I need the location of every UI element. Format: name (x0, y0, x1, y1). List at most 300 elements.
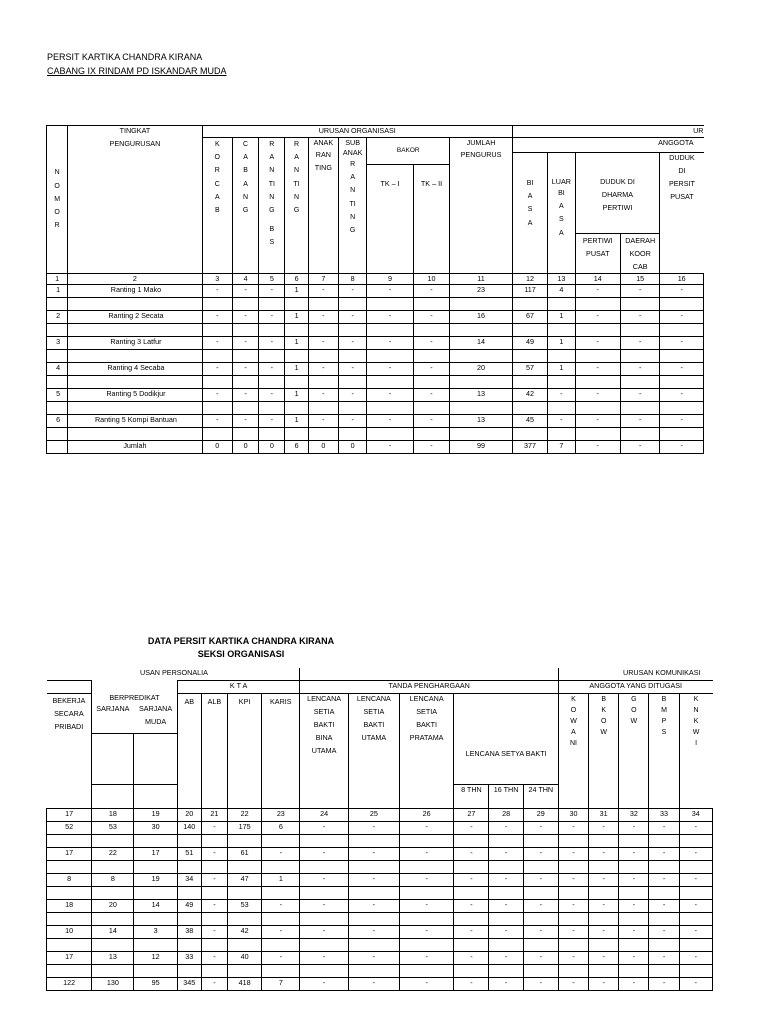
table-row (47, 951, 713, 964)
spacer-row (47, 834, 713, 847)
empty-cell (201, 938, 227, 951)
table-cell: - (619, 847, 649, 860)
table-cell: - (619, 821, 649, 834)
empty-cell (177, 886, 201, 899)
empty-cell (262, 938, 300, 951)
table-cell: - (367, 389, 413, 402)
empty-cell (660, 298, 704, 311)
empty-cell (201, 886, 227, 899)
table-cell: - (575, 311, 620, 324)
table-cell: 42 (227, 925, 261, 938)
empty-cell (177, 964, 201, 977)
empty-cell (227, 964, 261, 977)
lencana-bina-utama-header (300, 693, 348, 808)
empty-cell (454, 964, 489, 977)
empty-cell (134, 938, 177, 951)
empty-cell (454, 886, 489, 899)
table-cell: 51 (177, 847, 201, 860)
empty-cell (558, 964, 588, 977)
table-cell: - (523, 821, 558, 834)
sarjana-header: SARJANA (92, 733, 134, 784)
empty-cell (620, 402, 659, 415)
8-thn-header: 8 THN (454, 784, 489, 808)
header-text-line: SETIA (363, 706, 385, 716)
table-cell: 20 (450, 363, 513, 376)
empty-cell (177, 912, 201, 925)
table-cell: - (575, 363, 620, 376)
empty-cell (92, 860, 134, 873)
empty-cell (413, 298, 449, 311)
table-cell: - (339, 389, 367, 402)
duduk-persit-pusat-header: DUDUK DI PERSIT PUSAT (660, 153, 704, 234)
table-cell: - (413, 311, 449, 324)
table-cell: 49 (177, 899, 201, 912)
empty-cell (489, 938, 523, 951)
empty-cell (308, 350, 338, 363)
empty-cell (367, 428, 413, 441)
empty-cell (523, 938, 558, 951)
table-cell: - (367, 441, 413, 454)
empty-cell (92, 834, 134, 847)
column-number-row (47, 808, 713, 821)
table-cell: 23 (450, 285, 513, 298)
table-cell: 18 (47, 899, 92, 912)
column-number: 31 (589, 808, 619, 821)
table-cell: - (523, 847, 558, 860)
table-cell: - (454, 899, 489, 912)
table-cell: 345 (177, 977, 201, 990)
empty-cell (68, 298, 202, 311)
empty-cell (413, 324, 449, 337)
empty-cell (177, 834, 201, 847)
table-cell: - (413, 441, 449, 454)
column-number: 5 (259, 274, 285, 285)
column-number: 6 (285, 274, 308, 285)
empty-cell (575, 402, 620, 415)
empty-cell (450, 376, 513, 389)
empty-cell (300, 964, 348, 977)
table-cell: - (679, 899, 712, 912)
empty-cell (512, 298, 547, 311)
empty-cell (232, 350, 258, 363)
empty-cell (620, 324, 659, 337)
table-cell: - (300, 951, 348, 964)
table-cell: 1 (285, 415, 308, 428)
empty-cell (68, 402, 202, 415)
luar-biasa-header: LUAR BIASA (548, 153, 575, 274)
duduk-dharma-pertiwi-header: DUDUK DI DHARMA PERTIWI (575, 153, 660, 234)
table-cell: - (558, 951, 588, 964)
ab-header: AB (177, 693, 201, 808)
empty-cell (679, 964, 712, 977)
empty-cell (512, 402, 547, 415)
column-number: 11 (450, 274, 513, 285)
table-cell: 7 (548, 441, 575, 454)
column-number: 17 (47, 808, 92, 821)
empty-cell (348, 938, 399, 951)
table-cell: - (202, 363, 232, 376)
table-cell: - (259, 389, 285, 402)
table-cell: - (489, 977, 523, 990)
column-number: 16 (660, 274, 704, 285)
table-cell: - (649, 847, 679, 860)
table-cell: - (367, 285, 413, 298)
nomor-header: NOMOR (47, 126, 68, 274)
empty-cell (134, 964, 177, 977)
table-cell: - (454, 977, 489, 990)
spacer-row (47, 376, 704, 389)
berpredikat-header: BERPREDIKAT (92, 680, 177, 733)
spacer-row (47, 886, 713, 899)
column-number: 2 (68, 274, 202, 285)
table-cell: - (413, 363, 449, 376)
usan-personalia-header: USAN PERSONALIA (47, 668, 300, 680)
empty-cell (619, 886, 649, 899)
table-cell: 47 (227, 873, 261, 886)
column-number: 33 (649, 808, 679, 821)
tanda-penghargaan-header: TANDA PENGHARGAAN (300, 680, 558, 693)
jumlah-pengurus-header: JUMLAH PENGURUS (450, 138, 513, 274)
table-cell: - (413, 389, 449, 402)
empty-cell (575, 376, 620, 389)
table-cell: - (548, 389, 575, 402)
empty-cell (649, 938, 679, 951)
empty-cell (92, 938, 134, 951)
bakor-header: BAKOR (367, 138, 450, 165)
table-cell: - (660, 285, 704, 298)
empty-cell (134, 834, 177, 847)
table-cell: - (523, 977, 558, 990)
empty-cell (201, 964, 227, 977)
table-cell: - (558, 977, 588, 990)
table-cell: 17 (134, 847, 177, 860)
table-cell: - (649, 899, 679, 912)
table-cell: - (679, 821, 712, 834)
table-cell: - (649, 925, 679, 938)
column-number: 25 (348, 808, 399, 821)
table-cell: - (232, 415, 258, 428)
table-cell: 14 (134, 899, 177, 912)
table-cell: - (489, 899, 523, 912)
empty-cell (300, 938, 348, 951)
column-number: 12 (512, 274, 547, 285)
table-cell: 1 (548, 337, 575, 350)
empty-cell (523, 860, 558, 873)
tingkat-header: TINGKAT PENGURUSAN (68, 126, 202, 274)
table-cell: 140 (177, 821, 201, 834)
table-cell: 122 (47, 977, 92, 990)
table-cell: - (619, 925, 649, 938)
table-cell: - (620, 337, 659, 350)
table-cell: 14 (450, 337, 513, 350)
table-cell: - (201, 925, 227, 938)
table-row (47, 873, 713, 886)
empty-cell (262, 834, 300, 847)
table-cell: - (339, 337, 367, 350)
empty-cell (619, 938, 649, 951)
knkwi-header: KNKWI (679, 693, 712, 808)
row-name: Jumlah (68, 441, 202, 454)
table-cell: - (262, 847, 300, 860)
empty-cell (548, 376, 575, 389)
table-cell: 57 (512, 363, 547, 376)
column-number: 26 (400, 808, 454, 821)
spacer-row (47, 860, 713, 873)
empty-cell (47, 376, 68, 389)
table-cell: - (400, 873, 454, 886)
table-cell: 13 (450, 415, 513, 428)
empty-cell (413, 428, 449, 441)
empty-cell (660, 234, 704, 274)
empty-cell (68, 324, 202, 337)
table-cell: 49 (512, 337, 547, 350)
table-cell: - (679, 951, 712, 964)
table-cell: 45 (512, 415, 547, 428)
empty-cell (47, 324, 68, 337)
empty-cell (620, 376, 659, 389)
empty-cell (400, 860, 454, 873)
table-cell: 16 (450, 311, 513, 324)
empty-cell (575, 350, 620, 363)
table-cell: - (558, 925, 588, 938)
spacer-row (47, 912, 713, 925)
table-cell: - (300, 821, 348, 834)
empty-cell (400, 886, 454, 899)
table-cell: 99 (450, 441, 513, 454)
table-cell: 14 (92, 925, 134, 938)
table-cell: - (454, 847, 489, 860)
empty-cell (400, 964, 454, 977)
table-cell: - (259, 415, 285, 428)
table-cell: 53 (92, 821, 134, 834)
row-number: 2 (47, 311, 68, 324)
table-cell: 1 (285, 363, 308, 376)
empty-cell (619, 964, 649, 977)
table-row (47, 977, 713, 990)
empty-cell (47, 428, 68, 441)
spacer-row (47, 324, 704, 337)
table-cell: - (660, 415, 704, 428)
table-cell: - (575, 441, 620, 454)
empty-cell (489, 860, 523, 873)
table-cell: - (308, 285, 338, 298)
empty-cell (548, 298, 575, 311)
empty-cell (512, 428, 547, 441)
table-cell: 53 (227, 899, 261, 912)
table-cell: - (300, 977, 348, 990)
table-cell: 67 (512, 311, 547, 324)
table-cell: 61 (227, 847, 261, 860)
table-cell: 6 (262, 821, 300, 834)
empty-cell (259, 350, 285, 363)
table-cell: 10 (47, 925, 92, 938)
empty-cell (285, 428, 308, 441)
table-cell: - (454, 925, 489, 938)
table-cell: - (489, 873, 523, 886)
table-cell: 418 (227, 977, 261, 990)
table-cell: - (202, 389, 232, 402)
empty-cell (227, 834, 261, 847)
empty-cell (134, 860, 177, 873)
empty-cell (47, 298, 68, 311)
table-cell: 0 (339, 441, 367, 454)
table-cell: - (201, 821, 227, 834)
empty-cell (300, 886, 348, 899)
table-cell: - (262, 925, 300, 938)
empty-cell (227, 938, 261, 951)
empty-cell (339, 324, 367, 337)
table-cell: - (348, 873, 399, 886)
empty-cell (589, 964, 619, 977)
anggota-header: ANGGOTA (512, 138, 703, 153)
table-cell: - (202, 415, 232, 428)
header-text-line: LENCANA (307, 693, 342, 703)
empty-cell (92, 912, 134, 925)
table-cell: - (454, 821, 489, 834)
table-cell: - (339, 415, 367, 428)
lencana-setya-bakti-header: LENCANA SETYA BAKTI (454, 693, 559, 784)
empty-cell (285, 376, 308, 389)
table-cell: - (308, 415, 338, 428)
table-cell: - (649, 873, 679, 886)
empty-cell (92, 784, 134, 808)
table-row (47, 363, 704, 376)
table-cell: - (201, 951, 227, 964)
table-cell: - (367, 311, 413, 324)
column-number: 8 (339, 274, 367, 285)
table-cell: - (619, 951, 649, 964)
empty-cell (308, 298, 338, 311)
table-row (47, 821, 713, 834)
header-text-line: SETIA (416, 706, 438, 716)
column-number: 20 (177, 808, 201, 821)
spacer-row (47, 350, 704, 363)
empty-cell (660, 428, 704, 441)
empty-cell (232, 376, 258, 389)
empty-cell (367, 324, 413, 337)
table-cell: - (649, 951, 679, 964)
row-number: 6 (47, 415, 68, 428)
empty-cell (339, 376, 367, 389)
empty-cell (285, 350, 308, 363)
empty-cell (232, 402, 258, 415)
empty-cell (47, 350, 68, 363)
empty-cell (489, 964, 523, 977)
empty-cell (285, 402, 308, 415)
empty-cell (47, 834, 92, 847)
table-cell: - (489, 951, 523, 964)
column-number: 21 (201, 808, 227, 821)
empty-cell (548, 402, 575, 415)
empty-cell (202, 324, 232, 337)
empty-cell (339, 298, 367, 311)
table-cell: 42 (512, 389, 547, 402)
table-cell: - (575, 389, 620, 402)
table-cell: 8 (47, 873, 92, 886)
table-cell: 0 (308, 441, 338, 454)
empty-cell (47, 964, 92, 977)
table-cell: - (589, 847, 619, 860)
urusan-organisasi-header: URUSAN ORGANISASI (202, 126, 512, 138)
table-cell: - (619, 899, 649, 912)
empty-cell (450, 402, 513, 415)
column-number: 27 (454, 808, 489, 821)
empty-cell (649, 964, 679, 977)
empty-cell (619, 912, 649, 925)
table-row (47, 415, 704, 428)
empty-cell (400, 912, 454, 925)
table-cell: - (589, 977, 619, 990)
anggota-ditugasi-header: ANGGOTA YANG DITUGASI (558, 680, 712, 693)
table-cell: - (400, 821, 454, 834)
table-cell: - (660, 337, 704, 350)
empty-cell (47, 680, 92, 693)
empty-cell (308, 428, 338, 441)
empty-cell (523, 964, 558, 977)
header-text-line: LENCANA (409, 693, 444, 703)
header-title: PERSIT KARTIKA CHANDRA KIRANA (47, 52, 203, 62)
empty-cell (339, 428, 367, 441)
table-cell: 7 (262, 977, 300, 990)
header-text-line: SETIA (313, 706, 335, 716)
table-cell: 52 (47, 821, 92, 834)
table-cell: 13 (450, 389, 513, 402)
empty-cell (308, 324, 338, 337)
table-cell: - (660, 311, 704, 324)
column-number: 34 (679, 808, 712, 821)
empty-cell (285, 324, 308, 337)
table-cell: - (660, 441, 704, 454)
table-cell: 0 (202, 441, 232, 454)
table-cell: - (348, 925, 399, 938)
table-row (47, 441, 704, 454)
table-cell: - (489, 925, 523, 938)
table-cell: - (400, 899, 454, 912)
table-cell: 130 (92, 977, 134, 990)
table-cell: - (308, 337, 338, 350)
empty-cell (227, 860, 261, 873)
table-cell: - (400, 925, 454, 938)
empty-cell (589, 834, 619, 847)
table-cell: 1 (285, 285, 308, 298)
empty-cell (649, 912, 679, 925)
anak-ranting-header: ANAK RAN TING (308, 138, 338, 274)
empty-cell (348, 834, 399, 847)
column-number: 24 (300, 808, 348, 821)
empty-cell (202, 376, 232, 389)
empty-cell (558, 886, 588, 899)
empty-cell (660, 324, 704, 337)
table-cell: - (300, 899, 348, 912)
empty-cell (450, 428, 513, 441)
empty-cell (134, 886, 177, 899)
table-cell: - (400, 847, 454, 860)
table-cell: 1 (285, 311, 308, 324)
empty-cell (679, 860, 712, 873)
empty-cell (300, 912, 348, 925)
empty-cell (660, 376, 704, 389)
table-cell: 34 (177, 873, 201, 886)
table-cell: - (620, 285, 659, 298)
empty-cell (202, 298, 232, 311)
table-cell: - (619, 977, 649, 990)
table-cell: - (620, 441, 659, 454)
table-row (47, 899, 713, 912)
bkow-header: BKOW (589, 693, 619, 808)
table-cell: - (620, 389, 659, 402)
table-cell: - (202, 337, 232, 350)
empty-cell (367, 298, 413, 311)
